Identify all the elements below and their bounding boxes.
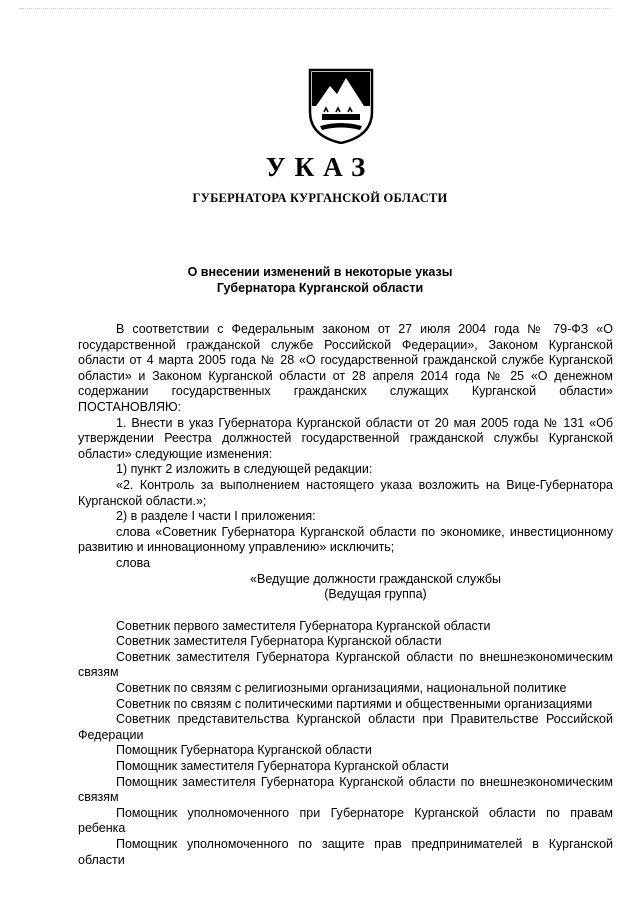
decree-title: УКАЗ (265, 152, 375, 182)
paragraph-item-1: 1. Внести в указ Губернатора Курганской области от 20 мая 2005 года № 131 «Об утверждении Реестра должностей государственной гражданской службы Курганской области» следующие изменения: (78, 415, 613, 461)
decree-issuer: ГУБЕРНАТОРА КУРГАНСКОЙ ОБЛАСТИ (192, 191, 448, 205)
position-item: Советник по связям с политическими партиями и общественными организациями (116, 696, 593, 711)
paragraph-preamble: В соответствии с Федеральным законом от 27 июля 2004 года № 79-ФЗ «О государственной гражданской службе Российской Федерации», Законом Курганской области от 4 марта 2005 года № 28 «О государственной гражданской службе Курганской области» и Законом Курганской области от 28 апреля 2014 года № 25 «О денежном содержании государственных гражданских служащих Курганской области» ПОСТАНОВЛЯЮ: (78, 322, 613, 414)
position-item: Помощник заместителя Губернатора Курганской области по внешнеэкономическим связям (78, 774, 613, 805)
position-item: Помощник заместителя Губернатора Курганской области (116, 759, 449, 774)
decree-body (78, 322, 613, 868)
position-item: Советник представительства Курганской области при Правительстве Российской Федерации (78, 712, 613, 742)
position-item: Помощник уполномоченного при Губернаторе Курганской области по правам ребенка (78, 805, 613, 836)
position-item: Советник заместителя Губернатора Курганской области (116, 634, 442, 649)
position-item: Помощник Губернатора Курганской области (116, 743, 372, 758)
scan-top-border (20, 8, 610, 9)
position-item: Советник заместителя Губернатора Курганской области по внешнеэкономическим связям (78, 649, 613, 680)
paragraph-words-excluded: слова «Советник Губернатора Курганской области по экономике, инвестиционному развитию и инновационному управлению» исключить; (78, 524, 613, 555)
heading-line: Губернатора Курганской области (216, 281, 424, 295)
paragraph-subitem-2: 2) в разделе I части I приложения: (116, 509, 316, 524)
section-title: «Ведущие должности гражданской службы (250, 571, 501, 586)
coat-of-arms-icon (302, 68, 380, 144)
decree-heading (0, 264, 640, 296)
position-item: Советник первого заместителя Губернатора Курганской области (116, 618, 491, 633)
paragraph-words: слова (116, 555, 151, 570)
section-subtitle: (Ведущая группа) (324, 587, 427, 602)
paragraph-subitem-1: 1) пункт 2 изложить в следующей редакции: (116, 462, 373, 477)
position-item: Советник по связям с религиозными организациями, национальной политике (116, 681, 567, 696)
heading-line: О внесении изменений в некоторые указы (187, 265, 453, 279)
paragraph-new-clause-2: «2. Контроль за выполнением настоящего указа возложить на Вице-Губернатора Курганской области.»; (78, 477, 613, 508)
position-item: Помощник уполномоченного по защите прав предпринимателей в Курганской области (78, 837, 613, 867)
